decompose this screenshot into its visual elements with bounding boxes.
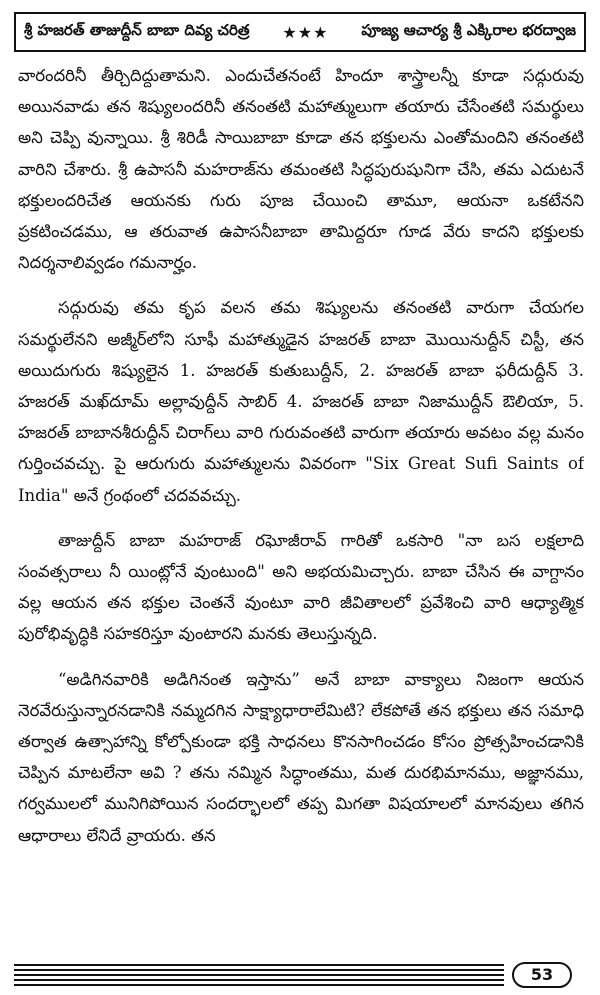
book-title: శ్రీ హజరత్ తాజుద్దీన్ బాబా దివ్య చరిత్ర: [24, 21, 250, 39]
paragraph-4: “అడిగినవారికి అడిగినంత ఇస్తాను” అనే బాబా వాక్యాలు నిజంగా ఆయన నెరవేరుస్తున్నారనడానికి నమ్మదగిన సాక్ష్యాధారాలేమిటి? లేకపోతే తన భక్తులు తన సమాధి తర్వాత ఉత్సాహాన్ని కోల్పోకుండా భక్తి సాధనలు కొనసాగించడం కోసం ప్రోత్సహించడానికి చెప్పిన మాటలేనా అవి ? తను నమ్మిన సిద్ధాంతము, మత దురభిమానము, అజ్ఞానము, గర్వములలో మునిగిపోయిన సందర్భాలలో తప్ప మిగతా విషయాలలో మానవులు తగిన ఆధారాలు లేనిదే వ్రాయరు. తన: [18, 669, 584, 845]
paragraph-1: వారందరినీ తీర్చిదిద్దుతామని. ఎందుచేతనంటే హిందూ శాస్త్రాలన్నీ కూడా సద్గురువు అయినవాడు తన శిష్యులందరినీ తనంతటి మహాత్ములుగా తయారు చేసేంతటి సమర్థులు అని చెప్పి వున్నాయి. శ్రీ శిరిడీ సాయిబాబా కూడా తన భక్తులను ఎంతోమందిని తనంతటి వారిని చేశారు. శ్రీ ఉపాసనీ మహరాజ్‌ను తమంతటి సిద్ధపురుషునిగా చేసి, తమ ఎదుటనే భక్తులందరిచేత ఆయనకు గురు పూజ చేయించి తామూ, ఆయనా ఒకటేనని ప్రకటించడము, ఆ తరువాత ఉపాసనీబాబా తామిద్దరూ గూడ వేరు కాదని భక్తులకు నిదర్శనాలివ్వడం గమనార్హం.: [18, 66, 584, 273]
author-name: పూజ్య ఆచార్య శ్రీ ఎక్కిరాల భరద్వాజ: [361, 21, 576, 39]
paragraph-2: సద్గురువు తమ కృప వలన తమ శిష్యులను తనంతటి వారుగా చేయగల సమర్థులేనని అజ్మీర్‌లోని సూఫీ మహాత్ముడైన హజరత్ బాబా మొయినుద్దీన్ చిస్టీ, తన అయిదుగురు శిష్యులైన 1. హజరత్ కుతుబుద్దీన్, 2. హజరత్ బాబా ఫరీదుద్దీన్ 3. హజరత్ మఖ్‌దూమ్ అల్లావుద్దీన్ సాబిర్ 4. హజరత్ బాబా నిజాముద్దీన్ ఔలియా, 5. హజరత్ బాబానశీరుద్దీన్ చిరాగ్‌లు వారి గురువంతటి వారుగా తయారు అవటం వల్ల మనం గుర్తించవచ్చు. పై ఆరుగురు మహాత్ములను వివరంగా "Six Great Sufi Saints of India" అనే గ్రంథంలో చదవవచ్చు.: [18, 298, 584, 505]
running-header: [14, 12, 586, 52]
paragraph-3: తాజుద్దీన్ బాబా మహరాజ్ రఘోజీరావ్ గారితో ఒకసారి "నా బస లక్షలాది సంవత్సరాలు నీ యింట్లోనే వుంటుంది" అని అభయమిచ్చారు. బాబా చేసిన ఈ వాగ్దానం వల్ల ఆయన తన భక్తుల చెంతనే వుంటూ వారి జీవితాలలో ప్రవేశించి వారి ఆధ్యాత్మిక పురోభివృద్ధికి సహకరిస్తూ వుంటారని మనకు తెలుస్తున్నది.: [18, 530, 584, 644]
page-body: [18, 60, 584, 965]
star-separator-icon: ★★★: [282, 22, 329, 42]
decorative-rule-lines: [14, 964, 504, 986]
page-footer: [14, 962, 586, 990]
page-number-badge: 53: [512, 962, 572, 988]
